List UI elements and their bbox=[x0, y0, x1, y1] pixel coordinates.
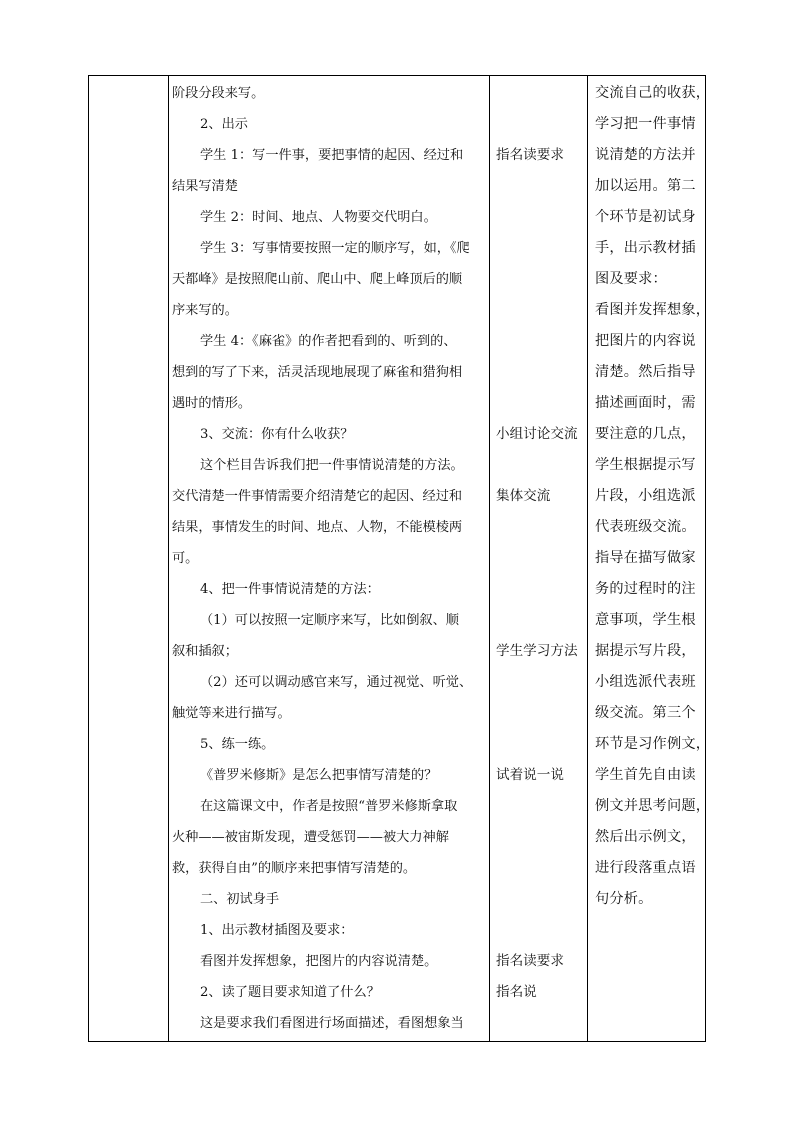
text-line: 遇时的情形。 bbox=[172, 396, 252, 411]
intent-line: 据提示写片段， bbox=[595, 643, 696, 659]
text-line: 5、练一练。 bbox=[200, 737, 275, 752]
method-text: 指名读要求 bbox=[496, 147, 564, 163]
text-line: （2）还可以调动感官来写，通过视觉、听觉、 bbox=[200, 675, 473, 690]
table-column-divider bbox=[587, 76, 588, 1041]
intent-line: 片段，小组选派 bbox=[595, 488, 696, 504]
method-text: 集体交流 bbox=[496, 488, 551, 504]
text-line: 可。 bbox=[172, 551, 199, 566]
text-line: 3、交流：你有什么收获？ bbox=[200, 427, 354, 442]
intent-line: 个环节是初试身 bbox=[595, 209, 696, 225]
text-line: 这是要求我们看图进行场面描述，看图想象当 bbox=[200, 1016, 464, 1031]
method-text: 指名读要求 bbox=[496, 953, 564, 969]
intent-line: 小组选派代表班 bbox=[595, 674, 696, 690]
table-column-divider bbox=[168, 76, 169, 1041]
text-line: 《普罗米修斯》是怎么把事情写清楚的？ bbox=[200, 768, 438, 783]
intent-line: 进行段落重点语 bbox=[595, 860, 696, 876]
intent-line: 要注意的几点， bbox=[595, 426, 696, 442]
text-line: 学生 2：时间、地点、人物要交代明白。 bbox=[200, 210, 437, 225]
intent-line: 学生根据提示写 bbox=[595, 457, 696, 473]
text-line: 触觉等来进行描写。 bbox=[172, 706, 291, 721]
text-line: 2、出示 bbox=[200, 117, 248, 132]
text-line: 看图并发挥想象，把图片的内容说清楚。 bbox=[200, 954, 438, 969]
intent-line: 图及要求： bbox=[595, 271, 667, 287]
intent-line: 环节是习作例文， bbox=[595, 736, 711, 752]
intent-line: 学生首先自由读 bbox=[595, 767, 696, 783]
intent-line: 描述画面时，需 bbox=[595, 395, 696, 411]
text-line: 阶段分段来写。 bbox=[172, 86, 265, 101]
method-text: 学生学习方法 bbox=[496, 643, 578, 659]
section-heading: 二、初试身手 bbox=[200, 892, 280, 907]
intent-line: 然后出示例文， bbox=[595, 829, 696, 845]
text-line: 结果，事情发生的时间、地点、人物，不能模棱两 bbox=[172, 520, 463, 535]
intent-line: 意事项，学生根 bbox=[595, 612, 696, 628]
text-line: 学生 3：写事情要按照一定的顺序写，如，《爬 bbox=[200, 241, 470, 256]
text-line: 想到的写了下来，活灵活现地展现了麻雀和猎狗相 bbox=[172, 365, 463, 380]
text-line: 叙和插叙； bbox=[172, 644, 238, 659]
text-line: （1）可以按照一定顺序来写，比如倒叙、顺 bbox=[200, 613, 459, 628]
text-line: 1、出示教材插图及要求： bbox=[200, 923, 354, 938]
intent-line: 清楚。然后指导 bbox=[595, 364, 696, 380]
method-text: 小组讨论交流 bbox=[496, 426, 578, 442]
table-column-divider bbox=[489, 76, 490, 1041]
intent-line: 代表班级交流。 bbox=[595, 519, 696, 535]
text-line: 这个栏目告诉我们把一件事情说清楚的方法。 bbox=[200, 458, 464, 473]
text-line: 交代清楚一件事情需要介绍清楚它的起因、经过和 bbox=[172, 489, 463, 504]
method-text: 指名说 bbox=[496, 984, 537, 1000]
text-line: 4、把一件事情说清楚的方法： bbox=[200, 582, 380, 597]
intent-line: 说清楚的方法并 bbox=[595, 147, 696, 163]
text-line: 在这篇课文中，作者是按照“普罗米修斯拿取 bbox=[200, 799, 458, 814]
text-line: 火种——被宙斯发现，遭受惩罚——被大力神解 bbox=[172, 830, 449, 845]
text-line: 学生 4：《麻雀》的作者把看到的、听到的、 bbox=[200, 334, 457, 349]
intent-line: 加以运用。第二 bbox=[595, 178, 696, 194]
method-text: 试着说一说 bbox=[496, 767, 564, 783]
intent-line: 例文并思考问题， bbox=[595, 798, 711, 814]
text-line: 结果写清楚 bbox=[172, 179, 238, 194]
intent-line: 级交流。第三个 bbox=[595, 705, 696, 721]
text-line: 2、读了题目要求知道了什么？ bbox=[200, 985, 380, 1000]
text-line: 天都峰》是按照爬山前、爬山中、爬上峰顶后的顺 bbox=[172, 272, 463, 287]
intent-line: 务的过程时的注 bbox=[595, 581, 696, 597]
intent-line: 学习把一件事情 bbox=[595, 116, 696, 132]
text-line: 序来写的。 bbox=[172, 303, 238, 318]
intent-line: 交流自己的收获， bbox=[595, 85, 711, 101]
intent-line: 指导在描写做家 bbox=[595, 550, 696, 566]
intent-line: 看图并发挥想象， bbox=[595, 302, 711, 318]
intent-line: 句分析。 bbox=[595, 891, 653, 907]
text-line: 救，获得自由”的顺序来把事情写清楚的。 bbox=[172, 861, 417, 876]
intent-line: 手，出示教材插 bbox=[595, 240, 696, 256]
text-line: 学生 1：写一件事，要把事情的起因、经过和 bbox=[200, 148, 464, 163]
intent-line: 把图片的内容说 bbox=[595, 333, 696, 349]
